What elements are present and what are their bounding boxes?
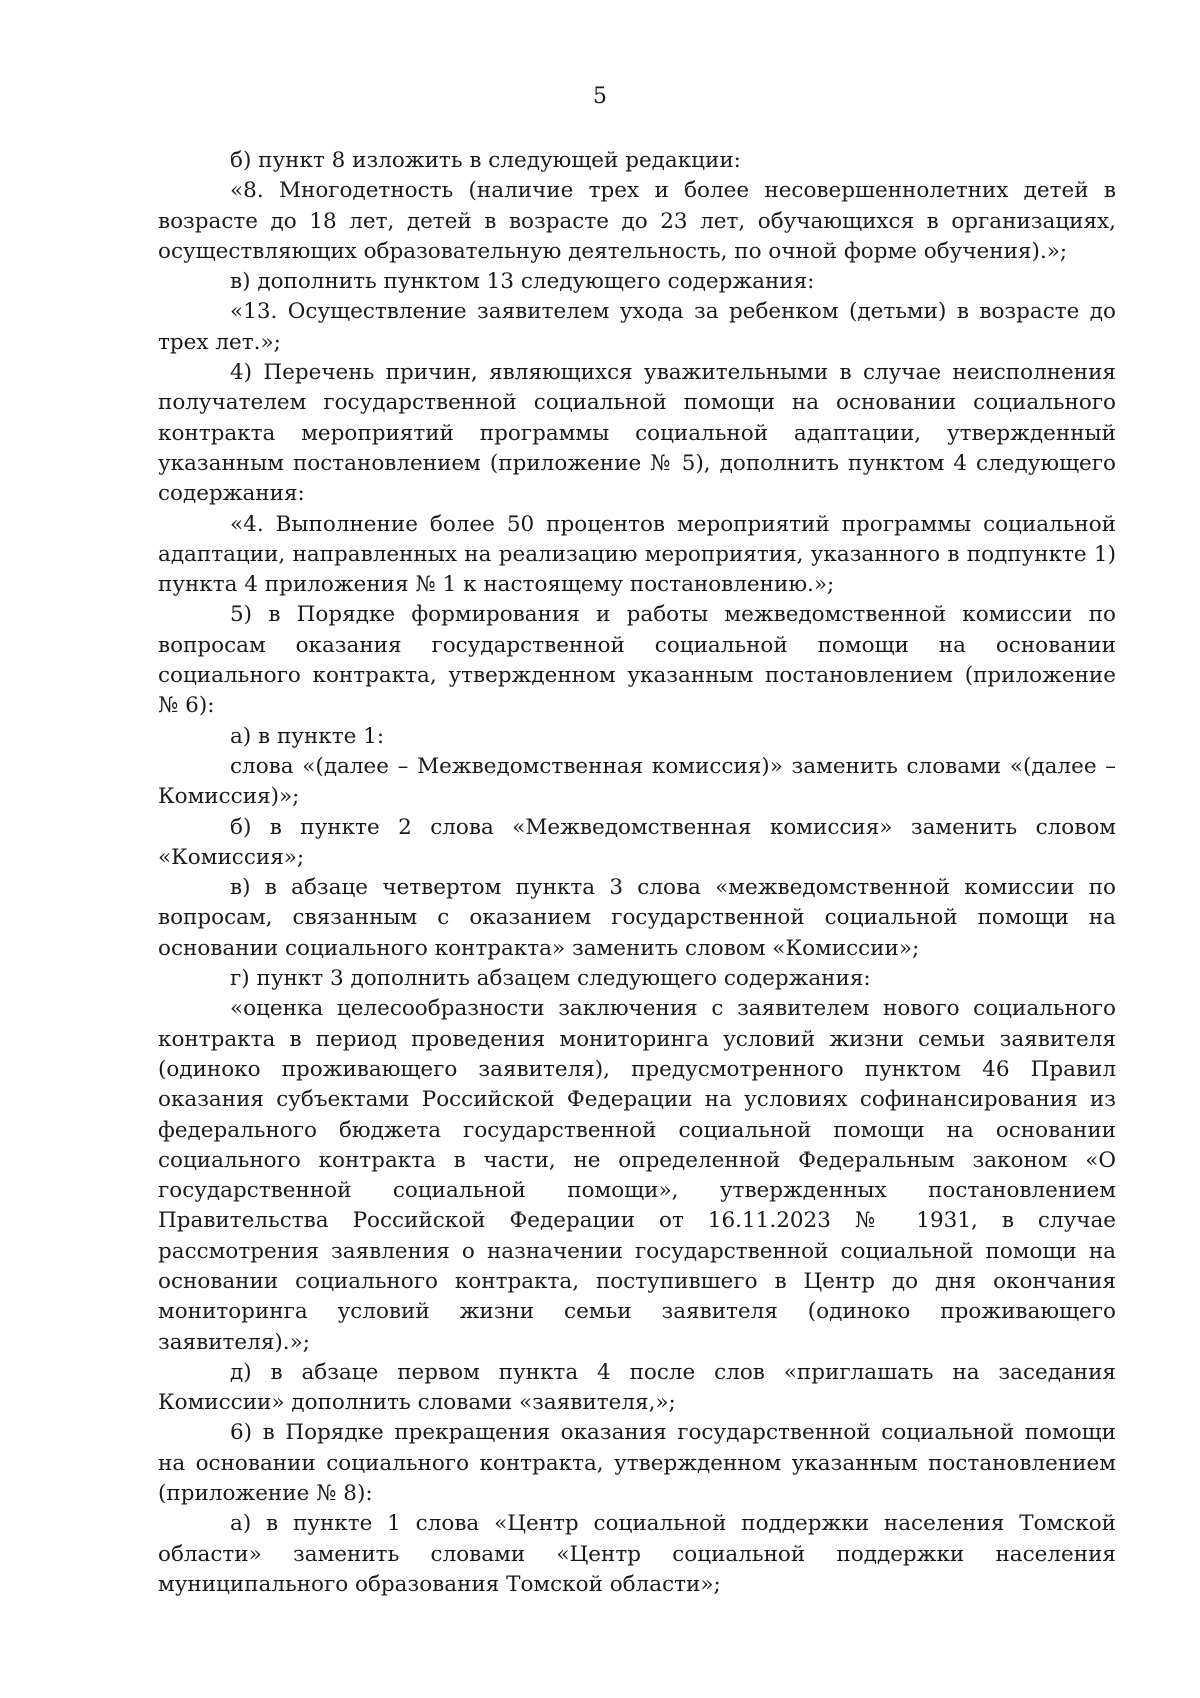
- paragraph-5-commission-procedure: 5) в Порядке формирования и работы межведомственной комиссии по вопросам оказания государственной социальной помощи на основании социального контракта, утвержденном указанным постановлением (приложение № 6):: [158, 602, 1116, 719]
- paragraph-6-termination-procedure: 6) в Порядке прекращения оказания государственной социальной помощи на основании социального контракта, утвержденном указанным постановлением (приложение № 8):: [158, 1420, 1116, 1507]
- page-number: 5: [593, 84, 607, 109]
- paragraph-4-list-of-reasons: 4) Перечень причин, являющихся уважительными в случае неисполнения получателем государственной социальной помощи на основании социального контракта мероприятий программы социальной адаптации, утвержденный указанным постановлением (приложение № 5), дополнить пунктом 4 следующего содержания:: [158, 360, 1116, 507]
- paragraph-item-4-text: «4. Выполнение более 50 процентов мероприятий программы социальной адаптации, направленных на реализацию мероприятия, указанного в подпункте 1) пункта 4 приложения № 1 к настоящему постановлению.»;: [158, 511, 1116, 598]
- paragraph-words-replace: слова «(далее – Межведомственная комиссия)» заменить словами «(далее – Комиссия)»;: [158, 753, 1116, 810]
- paragraph-a-item-1: а) в пункте 1:: [230, 723, 385, 749]
- paragraph-assessment-text: «оценка целесообразности заключения с заявителем нового социального контракта в период проведения мониторинга условий жизни семьи заявителя (одиноко проживающего заявителя), предусмотренного пунктом 46 Правил оказания субъектами Российской Федерации на условиях софинансирования из федерального бюджета государственной социальной помощи на основании социального контракта в части, не определенной Федеральным законом «О государственной социальной помощи», утвержденных постановлением Правительства Российской Федерации от 16.11.2023 № 1931, в случае рассмотрения заявления о назначении государственной социальной помощи на основании социального контракта, поступившего в Центр до дня окончания мониторинга условий жизни семьи заявителя (одиноко проживающего заявителя).»;: [158, 996, 1116, 1355]
- paragraph-b-item-8: б) пункт 8 изложить в следующей редакции:: [230, 148, 741, 173]
- paragraph-v-item-3: в) в абзаце четвертом пункта 3 слова «межведомственной комиссии по вопросам, связанным с оказанием государственной социальной помощи на основании социального контракта» заменить словом «Комиссии»;: [158, 875, 1116, 961]
- document-body: [158, 146, 1116, 1600]
- paragraph-item-13-text: «13. Осуществление заявителем ухода за ребенком (детьми) в возрасте до трех лет.»;: [158, 299, 1116, 355]
- paragraph-d-item-4: д) в абзаце первом пункта 4 после слов «приглашать на заседания Комиссии» дополнить словами «заявителя,»;: [158, 1359, 1116, 1416]
- paragraph-b-item-2: б) в пункте 2 слова «Межведомственная комиссия» заменить словом «Комиссия»;: [158, 814, 1116, 870]
- paragraph-g-item-3-add: г) пункт 3 дополнить абзацем следующего содержания:: [230, 966, 871, 992]
- paragraph-v-add-item-13: в) дополнить пунктом 13 следующего содержания:: [230, 269, 815, 295]
- paragraph-a-item-1-replace: а) в пункте 1 слова «Центр социальной поддержки населения Томской области» заменить словами «Центр социальной поддержки населения муниципального образования Томской области»;: [158, 1511, 1116, 1597]
- paragraph-item-8-text: «8. Многодетность (наличие трех и более несовершеннолетних детей в возрасте до 18 лет, детей в возрасте до 23 лет, обучающихся в организациях, осуществляющих образовательную деятельность, по очной форме обучения).»;: [158, 178, 1116, 264]
